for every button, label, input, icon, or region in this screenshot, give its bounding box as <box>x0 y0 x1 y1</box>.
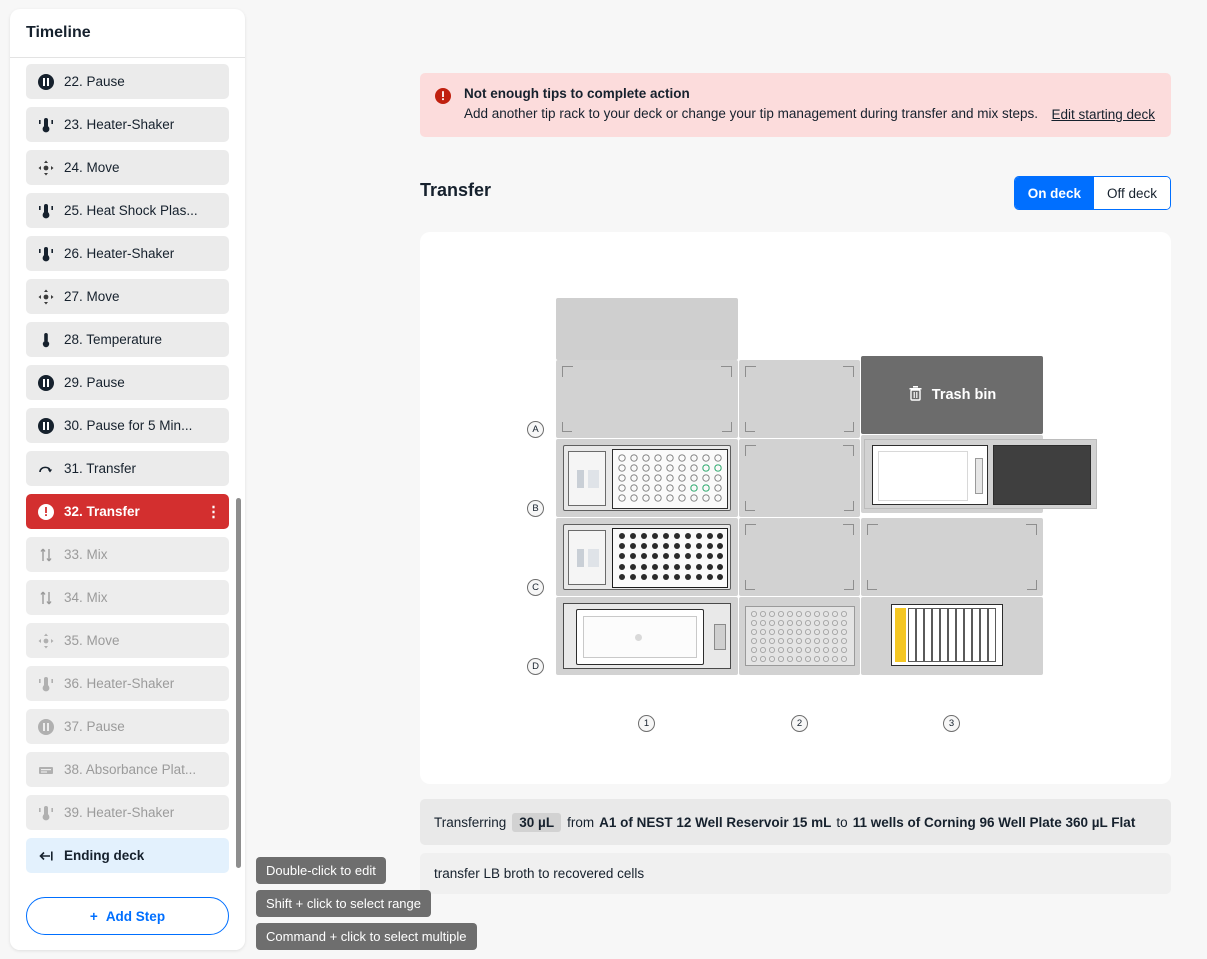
transfer-icon <box>36 459 56 479</box>
step-label: 26. Heater-Shaker <box>64 246 175 261</box>
deck-slot-c2[interactable] <box>739 518 860 596</box>
step-label: Ending deck <box>64 848 145 863</box>
add-step-button[interactable] <box>26 897 229 935</box>
absorbance-reader-icon <box>36 760 56 780</box>
step-item-ending-deck[interactable] <box>26 838 229 873</box>
deck-slot-b3[interactable] <box>861 435 1043 513</box>
thermometer-icon <box>36 330 56 350</box>
deck-slot-c3[interactable] <box>861 518 1043 596</box>
pause-icon <box>36 72 56 92</box>
move-icon <box>36 158 56 178</box>
step-item-24[interactable] <box>26 150 229 185</box>
timeline-sidebar <box>10 9 245 950</box>
deck-slot-a1[interactable] <box>556 360 738 438</box>
deck-slot-a2[interactable] <box>739 360 860 438</box>
step-item-38[interactable] <box>26 752 229 787</box>
deck-row-label-d: D <box>527 658 544 675</box>
step-list[interactable] <box>10 58 245 892</box>
pause-icon <box>36 416 56 436</box>
deck-slot-a3-trash-bin[interactable] <box>861 356 1043 434</box>
step-label: 24. Move <box>64 160 120 175</box>
alert-circle-icon <box>434 87 452 105</box>
alert-body: Add another tip rack to your deck or change your tip management during transfer and mix steps. <box>464 106 1039 121</box>
step-item-28[interactable] <box>26 322 229 357</box>
add-step-footer <box>10 882 245 950</box>
hint-double-click: Double-click to edit <box>256 857 386 884</box>
deck-slot-c1[interactable] <box>556 518 738 596</box>
step-label: 33. Mix <box>64 547 108 562</box>
96-well-plate[interactable] <box>745 606 855 666</box>
summary-destination: 11 wells of Corning 96 Well Plate 360 µL Flat <box>852 814 1136 830</box>
step-label: 29. Pause <box>64 375 125 390</box>
deck-slot-d3[interactable] <box>861 597 1043 675</box>
deck-slot-b1[interactable] <box>556 439 738 517</box>
pause-icon <box>36 717 56 737</box>
step-label: 36. Heater-Shaker <box>64 676 175 691</box>
summary-volume: 30 µL <box>512 813 561 832</box>
hint-command-click: Command + click to select multiple <box>256 923 477 950</box>
step-label: 31. Transfer <box>64 461 137 476</box>
transfer-summary <box>420 799 1171 845</box>
alert-title: Not enough tips to complete action <box>464 86 690 101</box>
deck-row-label-b: B <box>527 500 544 517</box>
keyboard-hints <box>256 851 477 950</box>
step-item-32[interactable] <box>26 494 229 529</box>
notes-text: transfer LB broth to recovered cells <box>434 866 645 881</box>
toggle-off-deck[interactable]: Off deck <box>1094 177 1170 209</box>
pause-icon <box>36 373 56 393</box>
trash-bin-label: Trash bin <box>931 387 997 403</box>
step-label: 22. Pause <box>64 74 125 89</box>
step-label: 38. Absorbance Plat... <box>64 762 197 777</box>
step-item-33[interactable] <box>26 537 229 572</box>
deck-row-label-a: A <box>527 421 544 438</box>
step-label: 27. Move <box>64 289 120 304</box>
deck-row-label-c: C <box>527 579 544 596</box>
mix-icon <box>36 545 56 565</box>
step-label: 37. Pause <box>64 719 125 734</box>
hint-shift-click: Shift + click to select range <box>256 890 431 917</box>
step-label: 23. Heater-Shaker <box>64 117 175 132</box>
timeline-scrollbar[interactable] <box>236 65 241 892</box>
edit-starting-deck-link[interactable]: Edit starting deck <box>1051 107 1155 122</box>
step-label: 25. Heat Shock Plas... <box>64 203 198 218</box>
step-item-30[interactable] <box>26 408 229 443</box>
step-item-22[interactable] <box>26 64 229 99</box>
reservoir-12-well[interactable] <box>891 604 1003 666</box>
step-overflow-menu-icon[interactable]: ⋮ <box>206 503 221 520</box>
heater-shaker-icon <box>36 674 56 694</box>
step-label: 28. Temperature <box>64 332 163 347</box>
summary-from-label: from <box>567 814 595 830</box>
step-item-31[interactable] <box>26 451 229 486</box>
alert-icon <box>36 502 56 522</box>
deck-col-label-2: 2 <box>791 715 808 732</box>
toggle-on-deck[interactable]: On deck <box>1015 177 1094 209</box>
heater-shaker-icon <box>36 115 56 135</box>
step-label: 35. Move <box>64 633 120 648</box>
move-icon <box>36 287 56 307</box>
heater-shaker-module[interactable] <box>563 603 731 669</box>
trash-icon <box>908 385 923 405</box>
add-step-label: Add Step <box>105 908 166 924</box>
step-item-39[interactable] <box>26 795 229 830</box>
deck-map-card <box>420 232 1171 784</box>
tip-rack-full[interactable] <box>563 524 731 590</box>
step-item-35[interactable] <box>26 623 229 658</box>
sidebar-title: Timeline <box>10 9 245 58</box>
summary-source: A1 of NEST 12 Well Reservoir 15 mL <box>599 814 832 830</box>
tip-rack-partial[interactable] <box>563 445 731 511</box>
heater-shaker-icon <box>36 803 56 823</box>
heater-shaker-icon <box>36 201 56 221</box>
step-item-29[interactable] <box>26 365 229 400</box>
deck-slot-d1[interactable] <box>556 597 738 675</box>
step-label: 39. Heater-Shaker <box>64 805 175 820</box>
step-item-36[interactable] <box>26 666 229 701</box>
summary-prefix: Transferring <box>434 814 507 830</box>
slot-staging-top <box>556 298 738 360</box>
deck-view-toggle[interactable] <box>1014 176 1171 210</box>
deck-slot-b2[interactable] <box>739 439 860 517</box>
step-item-27[interactable] <box>26 279 229 314</box>
transfer-notes <box>420 853 1171 894</box>
ending-deck-icon <box>36 846 56 866</box>
heater-shaker-icon <box>36 244 56 264</box>
page-title: Transfer <box>420 180 492 200</box>
step-item-26[interactable] <box>26 236 229 271</box>
summary-to-label: to <box>836 814 848 830</box>
step-label: 34. Mix <box>64 590 108 605</box>
step-item-37[interactable] <box>26 709 229 744</box>
step-item-34[interactable] <box>26 580 229 615</box>
mix-icon <box>36 588 56 608</box>
deck-col-label-1: 1 <box>638 715 655 732</box>
tip-warning-banner <box>420 73 1171 137</box>
scrollbar-thumb[interactable] <box>236 498 241 868</box>
step-item-25[interactable] <box>26 193 229 228</box>
move-icon <box>36 631 56 651</box>
step-item-23[interactable] <box>26 107 229 142</box>
deck-slot-d2[interactable] <box>739 597 860 675</box>
alert-text <box>464 86 1041 124</box>
step-label: 32. Transfer <box>64 504 140 519</box>
module-plate-reader[interactable] <box>864 439 1097 509</box>
step-label: 30. Pause for 5 Min... <box>64 418 193 433</box>
deck-col-label-3: 3 <box>943 715 960 732</box>
plus-icon: + <box>89 908 98 924</box>
